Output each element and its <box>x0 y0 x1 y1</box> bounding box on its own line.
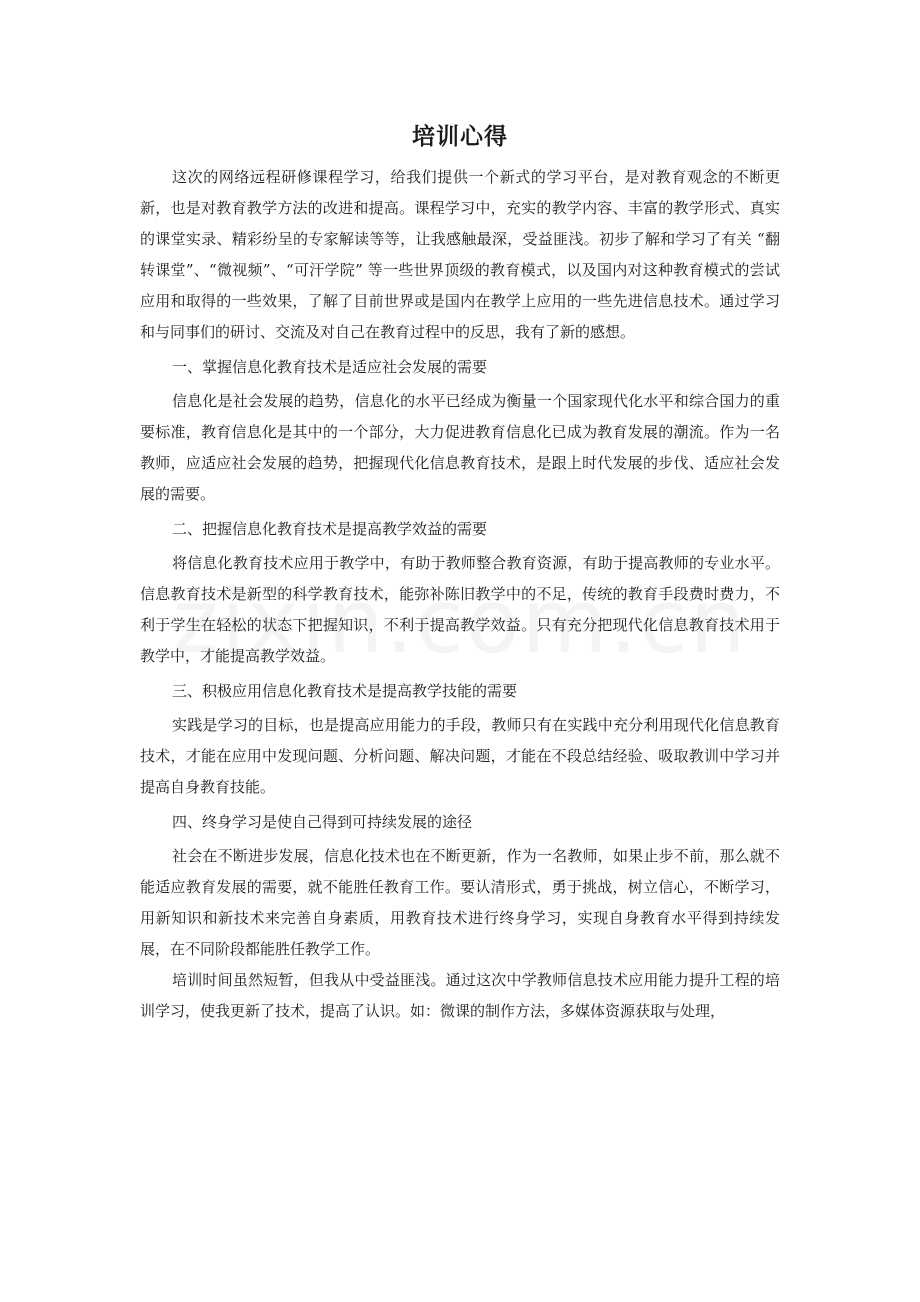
section-heading-1: 一、掌握信息化教育技术是适应社会发展的需要 <box>172 358 488 376</box>
document-body <box>140 162 780 1027</box>
intro-paragraph: 这次的网络远程研修课程学习，给我们提供一个新式的学习平台，是对教育观念的不断更新，也是对教育教学方法的改进和提高。课程学习中，充实的教学内容、丰富的教学形式、真实的课堂实录、精彩纷呈的专家解读等等，让我感触最深，受益匪浅。初步了解和学习了有关 “翻转课堂”、“微视频”、“可汗学院” 等一些世界顶级的教育模式，以及国内对这种教育模式的尝试应用和取得的一些效果，了解了目前世界或是国内在教学上应用的一些先进信息技术。通过学习和与同事们的研讨、交流及对自己在教育过程中的反思，我有了新的感想。 <box>140 168 780 341</box>
section-heading-3: 三、积极应用信息化教育技术是提高教学技能的需要 <box>172 682 518 700</box>
document-title: 培训心得 <box>412 124 508 150</box>
section-paragraph-2: 将信息化教育技术应用于教学中，有助于教师整合教育资源，有助于提高教师的专业水平。信息教育技术是新型的科学教育技术，能弥补陈旧教学中的不足，传统的教育手段费时费力，不利于学生在轻松的状态下把握知识，不利于提高教学效益。只有充分把现代化信息教育技术用于教学中，才能提高教学效益。 <box>140 554 780 665</box>
closing-paragraph: 培训时间虽然短暂，但我从中受益匪浅。通过这次中学教师信息技术应用能力提升工程的培训学习，使我更新了技术，提高了认识。如：微课的制作方法，多媒体资源获取与处理， <box>140 971 780 1020</box>
section-paragraph-4: 社会在不断进步发展，信息化技术也在不断更新，作为一名教师，如果止步不前，那么就不能适应教育发展的需要，就不能胜任教育工作。要认清形式，勇于挑战，树立信心，不断学习，用新知识和新技术来完善自身素质，用教育技术进行终身学习，实现自身教育水平得到持续发展，在不同阶段都能胜任教学工作。 <box>140 847 780 958</box>
section-paragraph-1: 信息化是社会发展的趋势，信息化的水平已经成为衡量一个国家现代化水平和综合国力的重要标准，教育信息化是其中的一个部分，大力促进教育信息化已成为教育发展的潮流。作为一名教师，应适应社会发展的趋势，把握现代化信息教育技术，是跟上时代发展的步伐、适应社会发展的需要。 <box>140 392 780 503</box>
section-heading-4: 四、终身学习是使自己得到可持续发展的途径 <box>172 813 473 831</box>
section-paragraph-3: 实践是学习的目标，也是提高应用能力的手段，教师只有在实践中充分利用现代化信息教育技术，才能在应用中发现问题、分析问题、解决问题，才能在不段总结经验、吸取教训中学习并提高自身教育技能。 <box>140 716 780 796</box>
section-heading-2: 二、把握信息化教育技术是提高教学效益的需要 <box>172 520 488 538</box>
